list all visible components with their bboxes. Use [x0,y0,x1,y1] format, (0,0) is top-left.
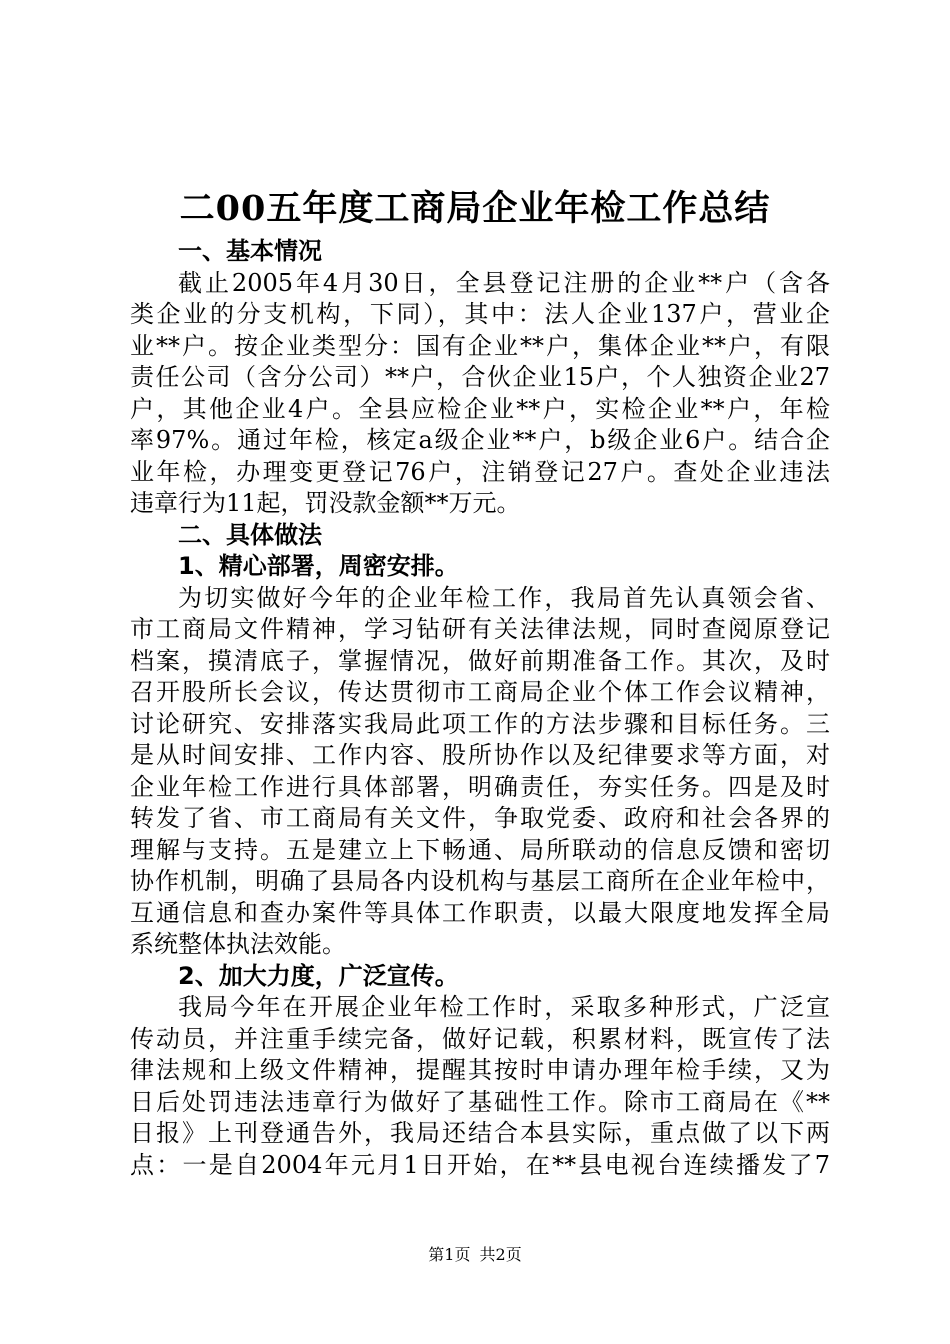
paragraph-line: 类企业的分支机构，下同），其中：法人企业137户，营业企 [130,300,830,328]
section-heading: 一、基本情况 [178,237,322,265]
page-number: 第1页 [428,1245,471,1264]
paragraph-line: 档案，摸清底子，掌握情况，做好前期准备工作。其次，及时 [130,646,830,675]
paragraph-line: 点：一是自2004年元月1日开始，在**县电视台连续播发了7 [130,1150,830,1179]
paragraph-first-line: 截止2005年4月30日，全县登记注册的企业**户（含各 [178,268,830,297]
paragraph-first-line: 我局今年在开展企业年检工作时，采取多种形式，广泛宣 [178,993,830,1021]
section-heading: 1、精心部署，周密安排。 [178,552,459,580]
paragraph-line: 律法规和上级文件精神，提醒其按时申请办理年检手续，又为 [130,1056,830,1084]
document-body [130,236,830,1181]
paragraph-line: 转发了省、市工商局有关文件，争取党委、政府和社会各界的 [130,804,830,832]
document-title: 二00五年度工商局企业年检工作总结 [179,188,771,229]
paragraph-line: 日报》上刊登通告外，我局还结合本县实际，重点做了以下两 [130,1119,830,1147]
paragraph-line: 企业年检工作进行具体部署，明确责任，夯实任务。四是及时 [130,772,830,801]
page-footer [0,1244,950,1266]
paragraph-line: 互通信息和查办案件等具体工作职责，以最大限度地发挥全局 [130,898,830,927]
paragraph-line: 召开股所长会议，传达贯彻市工商局企业个体工作会议精神， [130,678,830,706]
section-heading: 2、加大力度，广泛宣传。 [178,961,459,990]
paragraph-line: 市工商局文件精神，学习钻研有关法律法规，同时查阅原登记 [130,615,830,643]
paragraph-line: 协作机制，明确了县局各内设机构与基层工商所在企业年检中， [130,867,830,895]
paragraph-line: 户，其他企业4户。全县应检企业**户，实检企业**户，年检 [130,394,830,423]
paragraph-last-line: 违章行为11起，罚没款金额**万元。 [130,489,521,517]
paragraph-line: 责任公司（含分公司）**户，合伙企业15户，个人独资企业27 [130,363,830,391]
paragraph-last-line: 系统整体执法效能。 [130,930,346,958]
section-heading: 二、具体做法 [178,520,322,549]
paragraph-line: 理解与支持。五是建立上下畅通、局所联动的信息反馈和密切 [130,835,830,864]
paragraph-line: 是从时间安排、工作内容、股所协作以及纪律要求等方面，对 [130,741,830,769]
page-total: 共2页 [479,1245,522,1264]
paragraph-line: 讨论研究、安排落实我局此项工作的方法步骤和目标任务。三 [130,709,830,738]
paragraph-line: 业年检，办理变更登记76户，注销登记27户。查处企业违法 [130,457,830,486]
paragraph-line: 率97%。通过年检，核定a级企业**户，b级企业6户。结合企 [130,426,830,454]
paragraph-line: 日后处罚违法违章行为做好了基础性工作。除市工商局在《** [130,1087,830,1116]
paragraph-line: 传动员，并注重手续完备，做好记载，积累材料，既宣传了法 [130,1024,830,1053]
paragraph-line: 业**户。按企业类型分：国有企业**户，集体企业**户，有限 [130,331,830,360]
paragraph-first-line: 为切实做好今年的企业年检工作，我局首先认真领会省、 [178,583,830,612]
